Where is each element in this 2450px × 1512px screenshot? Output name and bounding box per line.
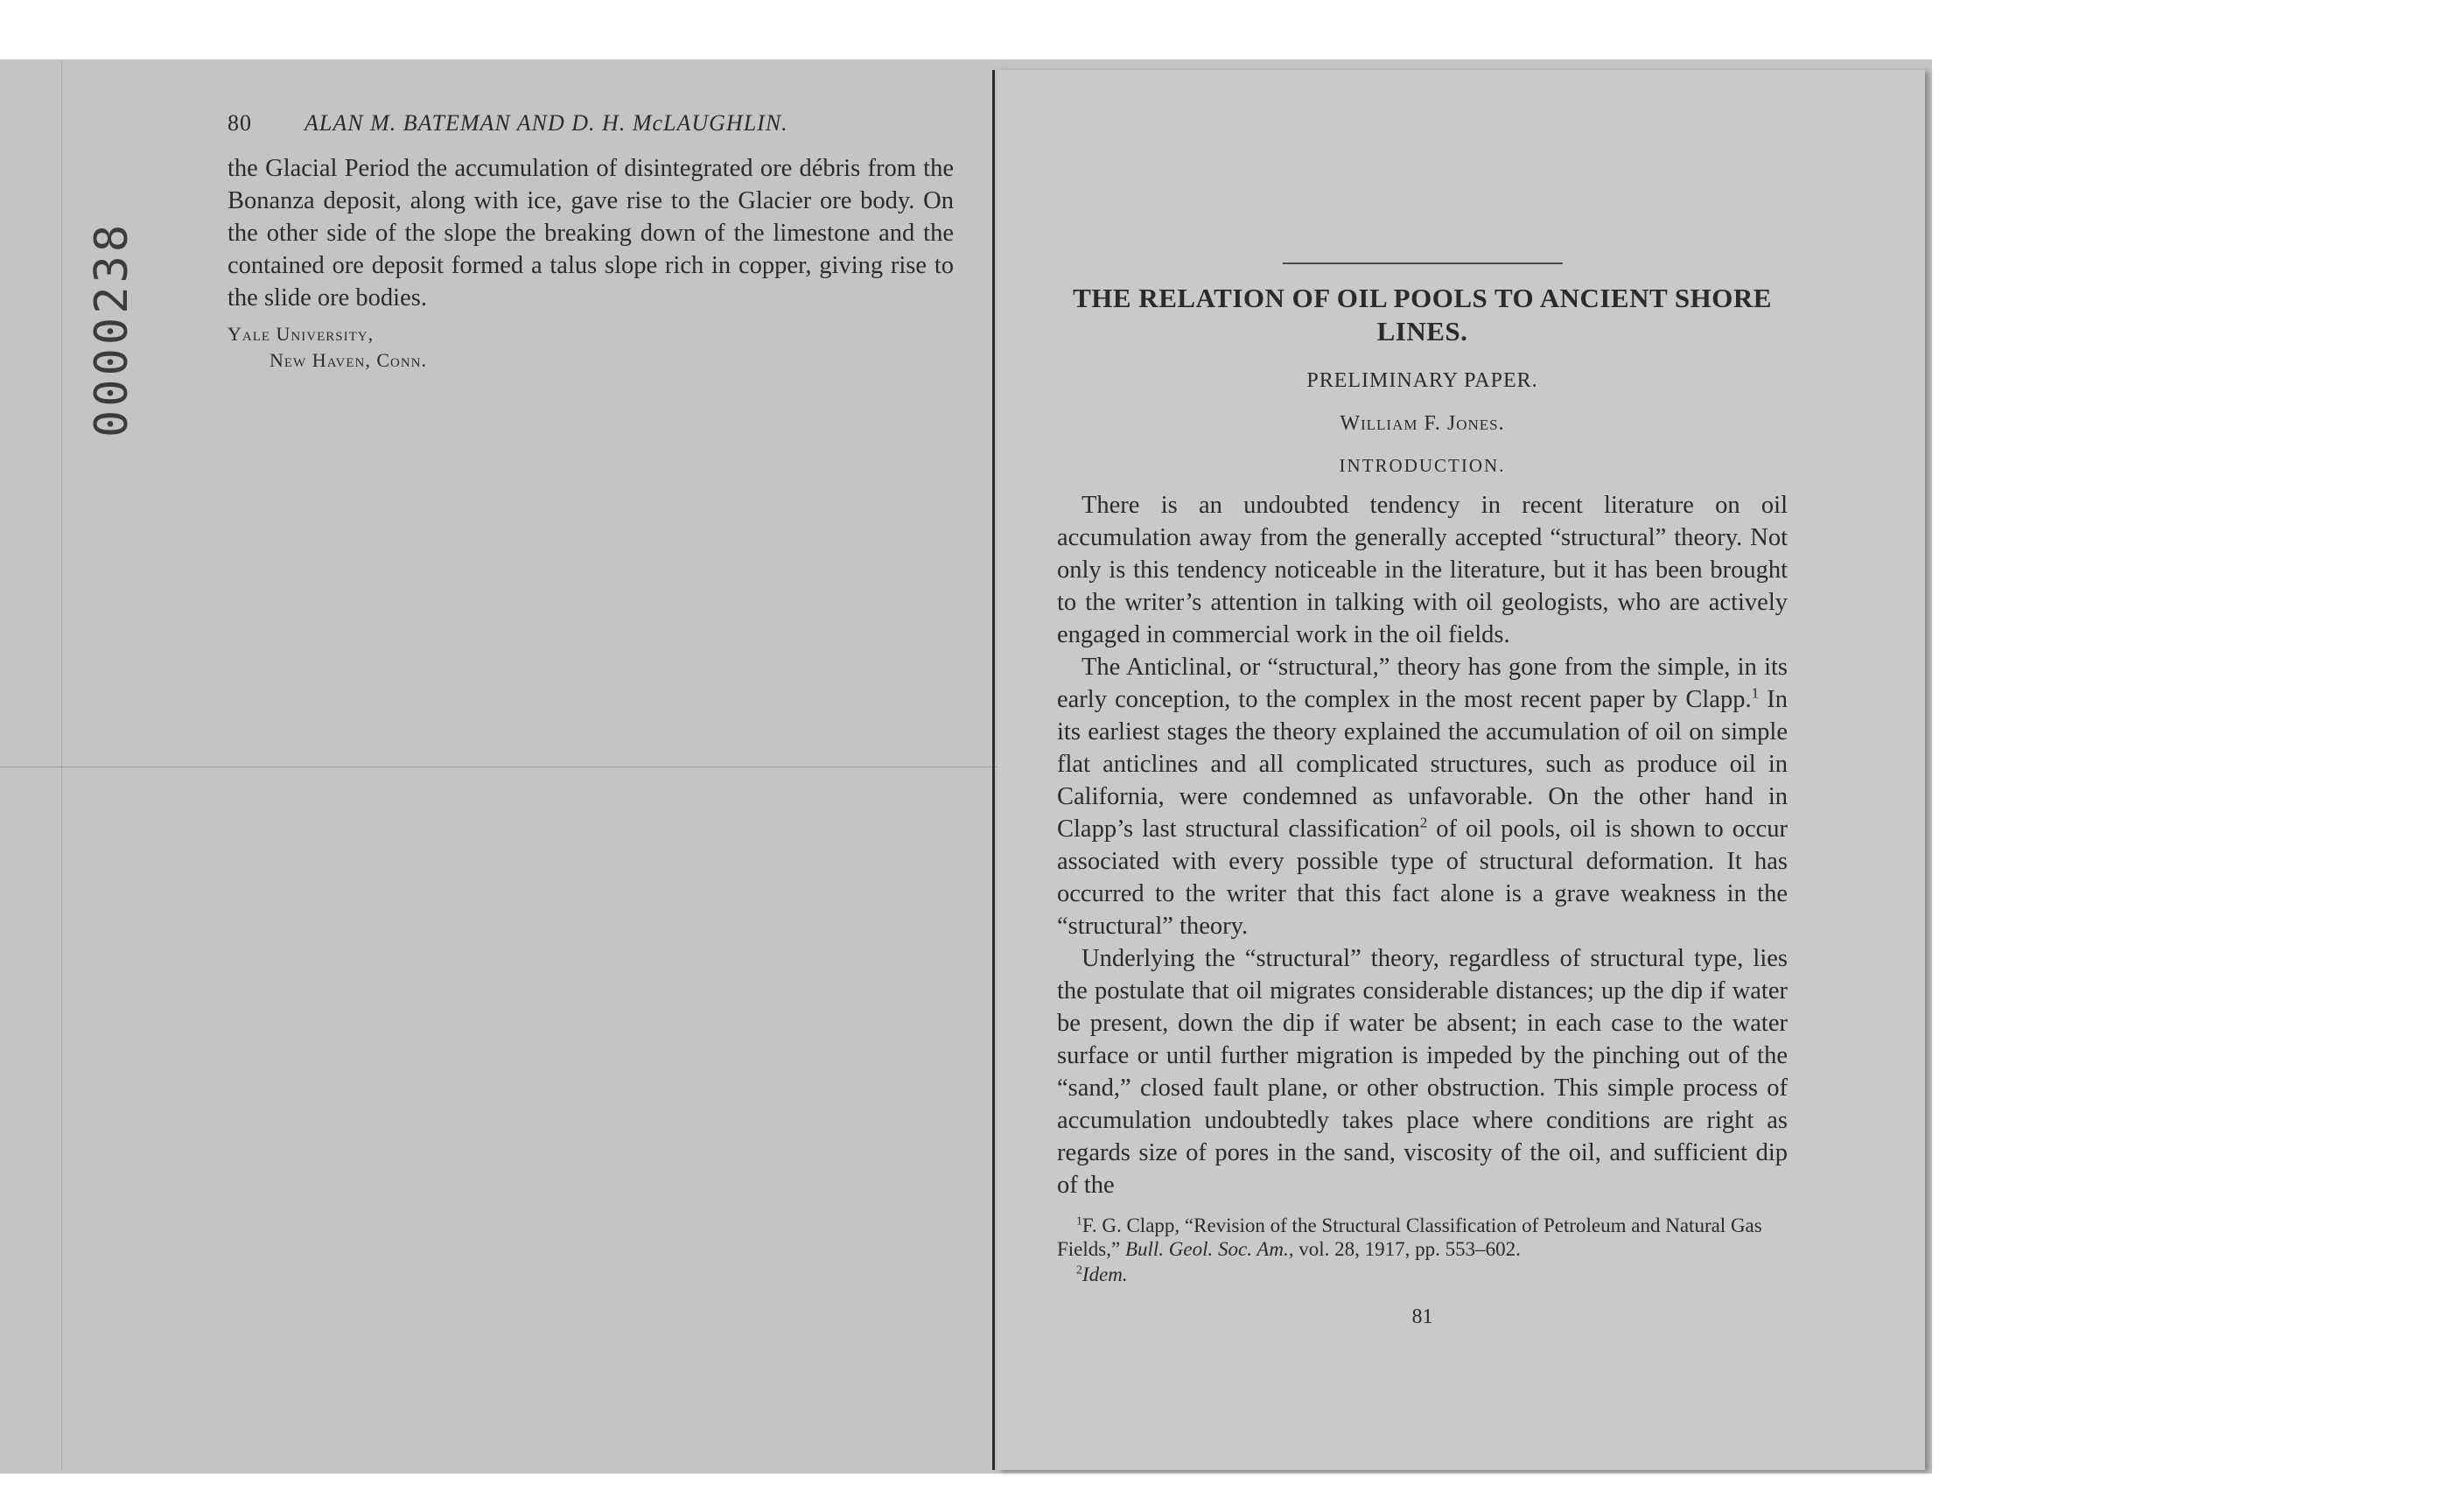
title-rule: [1283, 262, 1563, 264]
left-page: [228, 110, 954, 374]
right-page-number: 81: [1411, 1306, 1433, 1328]
footnote-1-text: F. G. Clapp, “Revision of the Structural Classification of Petroleum and Natural Gas Fields,”: [1057, 1214, 1762, 1260]
footnotes: [1057, 1214, 1788, 1286]
footnote-1-mark: 1: [1076, 1214, 1082, 1228]
paragraph-2: [1057, 651, 1788, 942]
footnote-ref-2: 2: [1419, 814, 1428, 831]
paragraph-2-part-2: In its earliest stages the theory explained the accumulation of oil on simple flat anticlines and all complicated structures, such as produce oil in California, were condemned as unfavorable. On the other hand in Clapp’s last structural classification: [1057, 686, 1788, 843]
paragraph-1: There is an undoubted tendency in recent literature on oil accumulation away from the generally accepted “structural” theory. Not only is this tendency noticeable in the literature, but it has been brought to the writer’s attention in talking with oil geologists, who are actively engaged in commercial work in the oil fields.: [1057, 492, 1788, 648]
right-page: [1057, 262, 1788, 1329]
paragraph-3: Underlying the “structural” theory, regardless of structural type, lies the postulate that oil migrates considerable distances; up the dip if water be present, down the dip if water be absent; in each case to the water surface or until further migration is impeded by the pinching out of the “sand,” closed fault plane, or other obstruction. This simple process of accumulation undoubtedly takes place where conditions are right as regards size of pores in the sand, viscosity of the oil, and sufficient dip of the: [1057, 945, 1788, 1199]
section-heading: INTRODUCTION.: [1339, 455, 1506, 476]
left-running-head: [228, 110, 954, 136]
article-author: William F. Jones.: [1340, 412, 1505, 435]
footnote-1-rest: vol. 28, 1917, pp. 553–602.: [1298, 1238, 1521, 1260]
footnote-ref-1: 1: [1751, 684, 1760, 702]
footnote-1: [1057, 1214, 1788, 1261]
footnote-2: [1057, 1263, 1788, 1286]
footnote-2-mark: 2: [1076, 1263, 1082, 1277]
affiliation-line-1: Yale University,: [228, 323, 374, 345]
paragraph-2-part-1: The Anticlinal, or “structural,” theory has gone from the simple, in its early conception, to the complex in the most recent paper by Clapp.: [1057, 654, 1788, 713]
article-subtitle: PRELIMINARY PAPER.: [1306, 369, 1538, 392]
paragraph-2-part-3: of oil pools, oil is shown to occur associated with every possible type of structural deformation. It has occurred to the writer that this fact alone is a grave weakness in the “structural” theory.: [1057, 816, 1788, 940]
fold-line-horizontal: [0, 766, 998, 767]
affiliation-line-2: New Haven, Conn.: [270, 349, 427, 371]
book-spine: [992, 70, 995, 1470]
article-title: THE RELATION OF OIL POOLS TO ANCIENT SHORE LINES.: [1073, 283, 1772, 346]
left-body-paragraph: the Glacial Period the accumulation of disintegrated ore débris from the Bonanza deposit, along with ice, gave rise to the Glacier ore body. On the other side of the slope the breaking down of the limestone and the contained ore deposit formed a talus slope rich in copper, giving rise to the slide ore bodies.: [228, 155, 954, 312]
left-running-head-authors: ALAN M. BATEMAN AND D. H. McLAUGHLIN.: [304, 110, 788, 136]
archive-stamp-number: 0000238: [86, 220, 138, 438]
author-affiliation: [228, 321, 954, 374]
footnote-2-text: Idem.: [1082, 1264, 1128, 1285]
fold-line-vertical: [61, 61, 62, 1470]
left-page-number: 80: [228, 110, 252, 136]
footnote-1-journal: Bull. Geol. Soc. Am.,: [1124, 1238, 1294, 1260]
